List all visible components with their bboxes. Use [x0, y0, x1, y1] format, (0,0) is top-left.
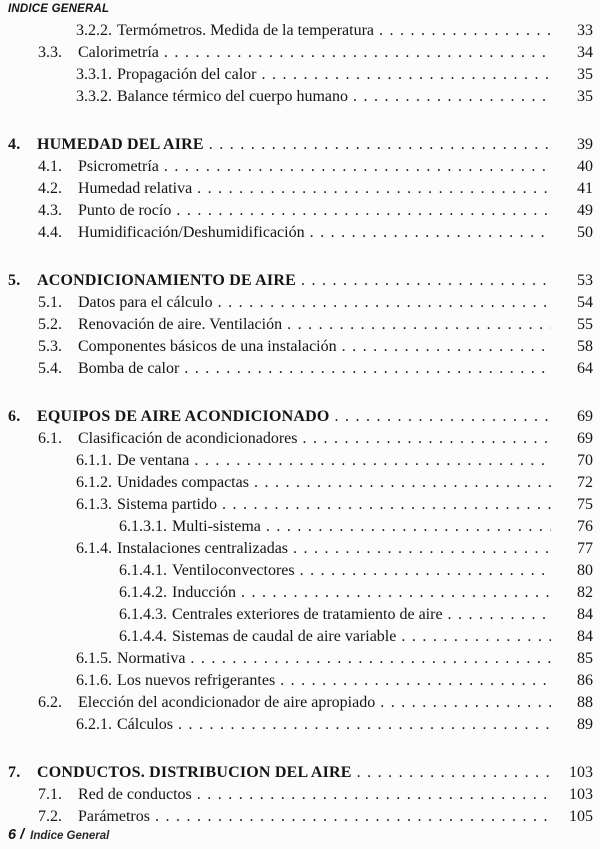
toc-entry-number: 4.2. [38, 180, 62, 197]
toc-entry-page: 86 [577, 672, 593, 689]
toc-entry-page: 72 [577, 474, 593, 491]
toc-entry [8, 582, 593, 604]
toc-entry-number: 6.1. [38, 430, 62, 447]
dot-leader [197, 784, 551, 806]
toc-entry-title: Psicrometría [78, 158, 159, 175]
dot-leader [222, 494, 551, 516]
toc-entry [8, 472, 593, 494]
toc-entry-page: 41 [577, 180, 593, 197]
toc-entry [8, 406, 593, 428]
toc-entry-number: 4.1. [38, 158, 62, 175]
toc-entry [8, 604, 593, 626]
toc-entry-page: 39 [577, 136, 593, 153]
toc-entry-title: Sistema partido [117, 496, 217, 513]
toc-entry-page: 89 [577, 716, 593, 733]
toc-entry-page: 75 [577, 496, 593, 513]
toc-entry-title: Humedad relativa [78, 180, 193, 197]
dot-leader [335, 406, 551, 428]
toc-entry [8, 560, 593, 582]
toc-entry-number: 6.1.2. [76, 474, 112, 491]
toc-entry-page: 34 [577, 44, 593, 61]
dot-leader [241, 582, 551, 604]
toc-entry-title: Propagación del calor [117, 66, 257, 83]
toc-entry [8, 200, 593, 222]
toc-entry-number: 6.1.5. [76, 650, 112, 667]
toc-entry-number: 7.2. [38, 808, 62, 825]
toc-entry-title: Calorimetría [78, 44, 159, 61]
toc-entry-number: 6.1.3.1. [119, 518, 167, 535]
toc-entry-page: 33 [577, 22, 593, 39]
toc-entry [8, 714, 593, 736]
toc-entry-page: 77 [577, 540, 593, 557]
toc-entry-page: 64 [577, 360, 593, 377]
toc-entry-number: 4.3. [38, 202, 62, 219]
toc-entry-title: Termómetros. Medida de la temperatura [117, 22, 374, 39]
toc-entry [8, 20, 593, 42]
toc-entry-page: 49 [577, 202, 593, 219]
toc-entry-number: 5.2. [38, 316, 62, 333]
toc-entry-title: ACONDICIONAMIENTO DE AIRE [37, 272, 296, 289]
toc-entry-number: 6. [8, 408, 21, 425]
toc-entry-title: Renovación de aire. Ventilación [78, 316, 283, 333]
toc-entry [8, 336, 593, 358]
toc-entry [8, 222, 593, 244]
toc-entry-number: 4. [8, 136, 21, 153]
dot-leader [280, 670, 551, 692]
toc-entry-page: 54 [577, 294, 593, 311]
toc-entry-number: 3.2.2. [76, 22, 112, 39]
toc-entry-number: 3.3. [38, 44, 62, 61]
toc-list [8, 20, 593, 828]
toc-entry [8, 42, 593, 64]
toc-entry [8, 692, 593, 714]
toc-entry [8, 358, 593, 380]
dot-leader [342, 336, 551, 358]
toc-entry-title: Ventiloconvectores [172, 562, 295, 579]
toc-entry [8, 270, 593, 292]
toc-entry-title: Elección del acondicionador de aire apropiado [78, 694, 376, 711]
toc-entry-title: HUMEDAD DEL AIRE [37, 136, 204, 153]
toc-entry-title: Datos para el cálculo [78, 294, 213, 311]
toc-entry-number: 6.2. [38, 694, 62, 711]
toc-entry-title: CONDUCTOS. DISTRIBUCION DEL AIRE [37, 764, 352, 781]
toc-entry-title: Parámetros [78, 808, 150, 825]
toc-entry-number: 5. [8, 272, 21, 289]
toc-entry-number: 6.1.4.2. [119, 584, 167, 601]
toc-entry-title: Balance térmico del cuerpo humano [117, 88, 349, 105]
toc-entry-page: 58 [577, 338, 593, 355]
toc-entry-title: Sistemas de caudal de aire variable [172, 628, 397, 645]
dot-leader [302, 428, 551, 450]
toc-entry-title: Centrales exteriores de tratamiento de aire [172, 606, 443, 623]
toc-entry [8, 292, 593, 314]
toc-entry-page: 35 [577, 88, 593, 105]
toc-entry-title: Humidificación/Deshumidificación [78, 224, 305, 241]
dot-leader [190, 648, 551, 670]
toc-entry [8, 806, 593, 828]
toc-entry-number: 6.1.4.4. [119, 628, 167, 645]
dot-leader [448, 604, 551, 626]
dot-leader [266, 516, 551, 538]
toc-entry-page: 103 [569, 764, 593, 781]
toc-entry [8, 134, 593, 156]
dot-leader [379, 20, 551, 42]
toc-entry-page: 70 [577, 452, 593, 469]
toc-entry-title: Unidades compactas [117, 474, 249, 491]
dot-leader [262, 64, 552, 86]
dot-leader [209, 134, 551, 156]
toc-entry-number: 6.2.1. [76, 716, 112, 733]
dot-leader [293, 538, 551, 560]
dot-leader [197, 178, 551, 200]
dot-leader [353, 86, 551, 108]
toc-entry-title: Cálculos [117, 716, 173, 733]
toc-entry-page: 40 [577, 158, 593, 175]
toc-entry-title: Bomba de calor [78, 360, 180, 377]
toc-entry [8, 784, 593, 806]
toc-entry [8, 626, 593, 648]
toc-entry [8, 648, 593, 670]
dot-leader [401, 626, 551, 648]
toc-entry [8, 64, 593, 86]
toc-entry-page: 80 [577, 562, 593, 579]
toc-entry [8, 516, 593, 538]
dot-leader [218, 292, 551, 314]
toc-entry-number: 6.1.4. [76, 540, 112, 557]
dot-leader [176, 200, 551, 222]
toc-entry-page: 88 [577, 694, 593, 711]
toc-entry-title: Red de conductos [78, 786, 192, 803]
toc-entry-number: 6.1.1. [76, 452, 112, 469]
toc-entry-page: 55 [577, 316, 593, 333]
toc-entry-title: De ventana [117, 452, 190, 469]
dot-leader [310, 222, 551, 244]
toc-entry-page: 85 [577, 650, 593, 667]
dot-leader [287, 314, 551, 336]
toc-entry-number: 3.3.2. [76, 88, 112, 105]
dot-leader [301, 270, 551, 292]
toc-entry [8, 450, 593, 472]
toc-entry-number: 5.1. [38, 294, 62, 311]
toc-entry-title: Normativa [117, 650, 186, 667]
toc-entry-number: 7.1. [38, 786, 62, 803]
toc-entry-number: 7. [8, 764, 21, 781]
toc-entry [8, 670, 593, 692]
dot-leader [254, 472, 551, 494]
toc-entry-title: Multi-sistema [172, 518, 261, 535]
running-header: INDICE GENERAL [8, 3, 110, 15]
toc-entry-title: Componentes básicos de una instalación [78, 338, 337, 355]
toc-entry-page: 35 [577, 66, 593, 83]
toc-entry-number: 4.4. [38, 224, 62, 241]
toc-entry-page: 50 [577, 224, 593, 241]
toc-entry [8, 178, 593, 200]
page-footer [8, 827, 109, 843]
dot-leader [194, 450, 551, 472]
dot-leader [184, 358, 551, 380]
toc-entry-page: 53 [577, 272, 593, 289]
toc-entry [8, 156, 593, 178]
footer-page-number: 6 / [8, 827, 25, 843]
toc-entry [8, 762, 593, 784]
toc-entry-title: Instalaciones centralizadas [117, 540, 289, 557]
toc-entry-page: 103 [569, 786, 593, 803]
dot-leader [357, 762, 551, 784]
toc-entry-page: 76 [577, 518, 593, 535]
toc-entry-page: 105 [569, 808, 593, 825]
toc-entry [8, 494, 593, 516]
toc-entry-page: 69 [577, 408, 593, 425]
toc-entry-page: 82 [577, 584, 593, 601]
footer-section-label: Indice General [30, 830, 110, 842]
dot-leader [164, 156, 551, 178]
toc-entry-title: Punto de rocío [78, 202, 172, 219]
toc-entry-title: Clasificación de acondicionadores [78, 430, 298, 447]
toc-entry-title: Inducción [172, 584, 236, 601]
toc-entry-number: 5.4. [38, 360, 62, 377]
toc-entry-number: 6.1.6. [76, 672, 112, 689]
toc-entry [8, 86, 593, 108]
toc-entry-number: 6.1.3. [76, 496, 112, 513]
dot-leader [178, 714, 551, 736]
toc-entry [8, 428, 593, 450]
dot-leader [155, 806, 551, 828]
toc-entry-number: 5.3. [38, 338, 62, 355]
toc-entry-title: Los nuevos refrigerantes [117, 672, 276, 689]
toc-entry-page: 84 [577, 606, 593, 623]
toc-entry [8, 314, 593, 336]
toc-entry-title: EQUIPOS DE AIRE ACONDICIONADO [37, 408, 330, 425]
toc-entry-page: 84 [577, 628, 593, 645]
toc-entry-number: 6.1.4.3. [119, 606, 167, 623]
dot-leader [380, 692, 551, 714]
dot-leader [164, 42, 551, 64]
toc-entry [8, 538, 593, 560]
toc-entry-page: 69 [577, 430, 593, 447]
toc-entry-number: 3.3.1. [76, 66, 112, 83]
toc-entry-number: 6.1.4.1. [119, 562, 167, 579]
dot-leader [300, 560, 551, 582]
